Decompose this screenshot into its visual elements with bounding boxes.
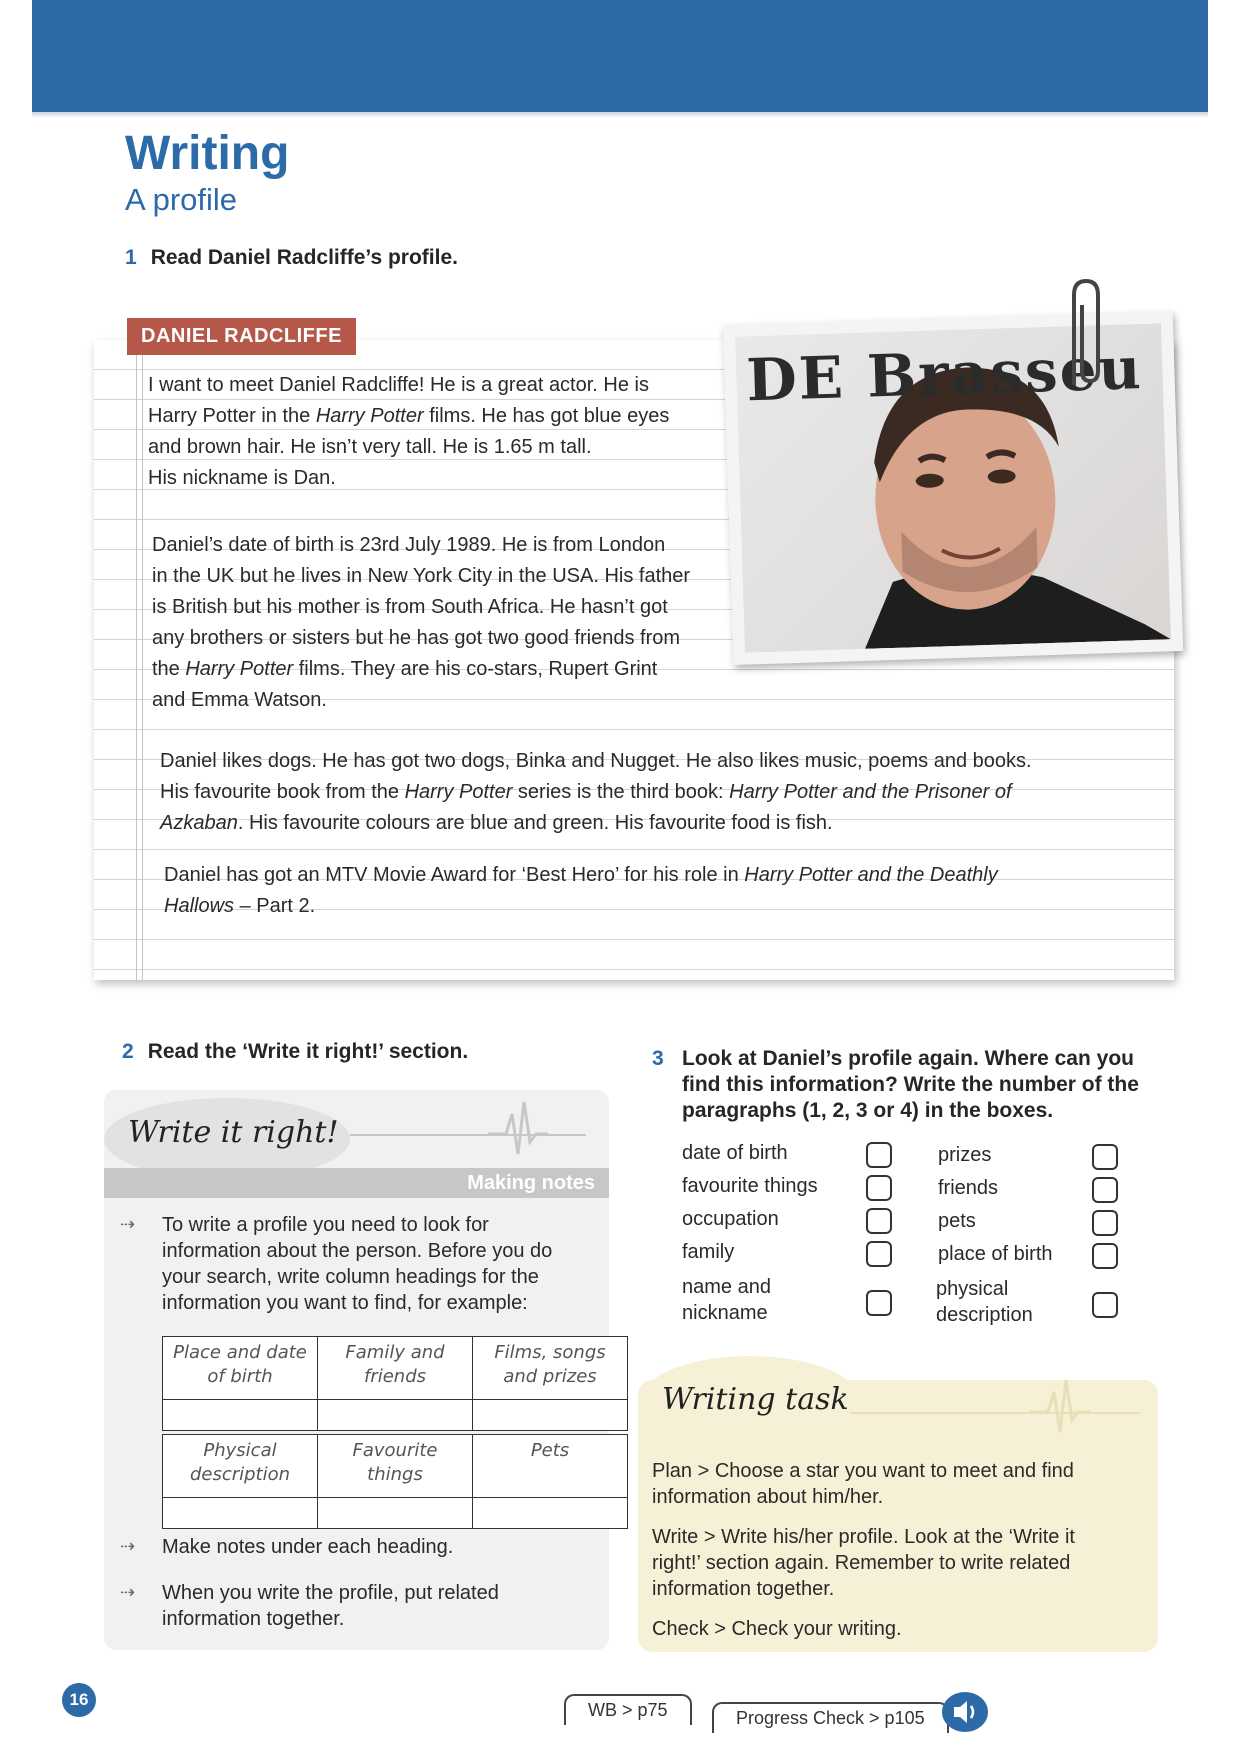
text-line: Harry Potter in the Harry Potter films. He has got blue eyes: [148, 405, 670, 427]
bullet-text-2: Make notes under each heading.: [162, 1536, 454, 1558]
text-line: any brothers or sisters but he has got two good friends from: [152, 627, 681, 649]
answer-box-occupation[interactable]: [866, 1208, 892, 1234]
label-place-of-birth: place of birth: [938, 1243, 1053, 1265]
decorative-line: [350, 1134, 586, 1136]
text-line: Azkaban. His favourite colours are blue and green. His favourite food is fish.: [160, 812, 833, 834]
text-line: Write > Write his/her profile. Look at the ‘Write it: [652, 1526, 1075, 1548]
text-line: information together.: [652, 1578, 835, 1600]
writing-task-write: [652, 1524, 1075, 1602]
answer-box-physical-description[interactable]: [1092, 1292, 1118, 1318]
label-pets: pets: [938, 1210, 976, 1232]
label-prizes: prizes: [938, 1144, 992, 1166]
exercise-number: 1: [125, 246, 137, 269]
page-subtitle: A profile: [125, 182, 238, 217]
table-cell: [163, 1498, 318, 1529]
text-line: find this information? Write the number of the: [682, 1073, 1139, 1096]
text-line: right!’ section again. Remember to write related: [652, 1552, 1071, 1574]
bullet-text-1: [162, 1212, 552, 1316]
text-line: information together.: [162, 1608, 345, 1630]
text-line: in the UK but he lives in New York City in the USA. His father: [152, 565, 691, 587]
notebook-margin-line: [142, 340, 143, 980]
text-line: the Harry Potter films. They are his co-stars, Rupert Grint: [152, 658, 658, 680]
label-occupation: occupation: [682, 1208, 779, 1230]
text-line: description: [936, 1304, 1033, 1326]
exercise-3: [652, 1046, 1139, 1124]
profile-paragraph-3: [160, 746, 1032, 839]
writing-task-plan: [652, 1458, 1074, 1510]
label-family: family: [682, 1241, 735, 1263]
answer-box-name-and-nickname[interactable]: [866, 1290, 892, 1316]
answer-box-friends[interactable]: [1092, 1177, 1118, 1203]
answer-box-favourite-things[interactable]: [866, 1175, 892, 1201]
header-shadow: [32, 112, 1208, 118]
text-line: His nickname is Dan.: [148, 467, 336, 489]
exercise-number: 3: [652, 1047, 664, 1070]
profile-paragraph-4: [164, 860, 998, 922]
text-line: Hallows – Part 2.: [164, 895, 316, 917]
text-line: and brown hair. He isn’t very tall. He is 1.65 m tall.: [148, 436, 592, 458]
answer-box-date-of-birth[interactable]: [866, 1142, 892, 1168]
text-line: I want to meet Daniel Radcliffe! He is a great actor. He is: [148, 374, 649, 396]
daniel-photo: [723, 311, 1183, 665]
text-line: nickname: [682, 1302, 768, 1324]
text-line: physical: [936, 1278, 1009, 1300]
answer-box-prizes[interactable]: [1092, 1144, 1118, 1170]
write-it-right-title: Write it right!: [128, 1115, 339, 1150]
text-line: and Emma Watson.: [152, 689, 327, 711]
workbook-reference-tab[interactable]: WB > p75: [564, 1694, 692, 1725]
speaker-icon: [942, 1692, 988, 1732]
text-line: Look at Daniel’s profile again. Where can you: [682, 1047, 1134, 1070]
table-cell: [318, 1400, 473, 1431]
text-line: Daniel has got an MTV Movie Award for ‘Best Hero’ for his role in Harry Potter and the Deathly: [164, 864, 998, 886]
answer-box-family[interactable]: [866, 1241, 892, 1267]
answer-box-place-of-birth[interactable]: [1092, 1243, 1118, 1269]
progress-check-tab[interactable]: Progress Check > p105: [712, 1702, 949, 1733]
paperclip-icon: [1060, 275, 1110, 395]
table-heading: Favourite things: [318, 1435, 473, 1498]
table-heading: Place and date of birth: [163, 1337, 318, 1400]
arrow-bullet-icon: ⇢: [120, 1582, 136, 1602]
writing-task-check: Check > Check your writing.: [652, 1618, 902, 1640]
text-line: Plan > Choose a star you want to meet and find: [652, 1460, 1074, 1482]
notebook-margin-line: [136, 340, 137, 980]
photo-background-text: DE Brasseu: [745, 334, 1144, 415]
text-line: To write a profile you need to look for: [162, 1214, 489, 1236]
page-number: 16: [62, 1683, 96, 1717]
profile-tag: DANIEL RADCLIFFE: [127, 318, 356, 355]
exercise-number: 2: [122, 1040, 134, 1063]
soundwave-icon: [488, 1092, 548, 1162]
label-name-and-nickname: [682, 1274, 771, 1326]
table-cell: [473, 1400, 628, 1431]
exercise-2: [122, 1040, 468, 1064]
arrow-bullet-icon: ⇢: [120, 1536, 136, 1556]
text-line: Daniel’s date of birth is 23rd July 1989. He is from London: [152, 534, 666, 556]
text-line: When you write the profile, put related: [162, 1582, 499, 1604]
text-line: Daniel likes dogs. He has got two dogs, Binka and Nugget. He also likes music, poems and books.: [160, 750, 1032, 772]
label-date-of-birth: date of birth: [682, 1142, 788, 1164]
arrow-bullet-icon: ⇢: [120, 1214, 136, 1234]
table-cell: [318, 1498, 473, 1529]
soundwave-icon: [1030, 1370, 1090, 1440]
header-band: [32, 0, 1208, 112]
notes-table-1: [162, 1336, 628, 1431]
text-line: His favourite book from the Harry Potter series is the third book: Harry Potter and the Prisoner of: [160, 781, 1012, 803]
table-cell: [163, 1400, 318, 1431]
text-line: paragraphs (1, 2, 3 or 4) in the boxes.: [682, 1099, 1054, 1122]
label-physical-description: [936, 1276, 1033, 1328]
label-favourite-things: favourite things: [682, 1175, 818, 1197]
exercise-1: [125, 246, 458, 270]
audio-speaker-icon[interactable]: [942, 1692, 988, 1732]
label-friends: friends: [938, 1177, 999, 1199]
table-cell: [473, 1498, 628, 1529]
text-line: information about him/her.: [652, 1486, 884, 1508]
making-notes-label: Making notes: [467, 1172, 595, 1194]
table-heading: Physical description: [163, 1435, 318, 1498]
text-line: information about the person. Before you do: [162, 1240, 553, 1262]
table-heading: Pets: [473, 1435, 628, 1498]
notes-table-2: [162, 1434, 628, 1529]
bullet-text-3: [162, 1580, 499, 1632]
answer-box-pets[interactable]: [1092, 1210, 1118, 1236]
exercise-2-text: Read the ‘Write it right!’ section.: [147, 1040, 469, 1063]
table-heading: Films, songs and prizes: [473, 1337, 628, 1400]
profile-paragraph-1: [148, 370, 669, 494]
making-notes-bar: [104, 1168, 609, 1198]
text-line: is British but his mother is from South Africa. He hasn’t got: [152, 596, 668, 618]
writing-task-title: Writing task: [662, 1382, 849, 1417]
text-line: your search, write column headings for the: [162, 1266, 539, 1288]
page-title: Writing: [125, 127, 290, 180]
text-line: name and: [682, 1276, 771, 1298]
profile-paragraph-2: [152, 530, 690, 716]
text-line: information you want to find, for example:: [162, 1292, 528, 1314]
exercise-1-text: Read Daniel Radcliffe’s profile.: [150, 246, 458, 269]
decorative-line: [850, 1412, 1140, 1414]
table-heading: Family and friends: [318, 1337, 473, 1400]
